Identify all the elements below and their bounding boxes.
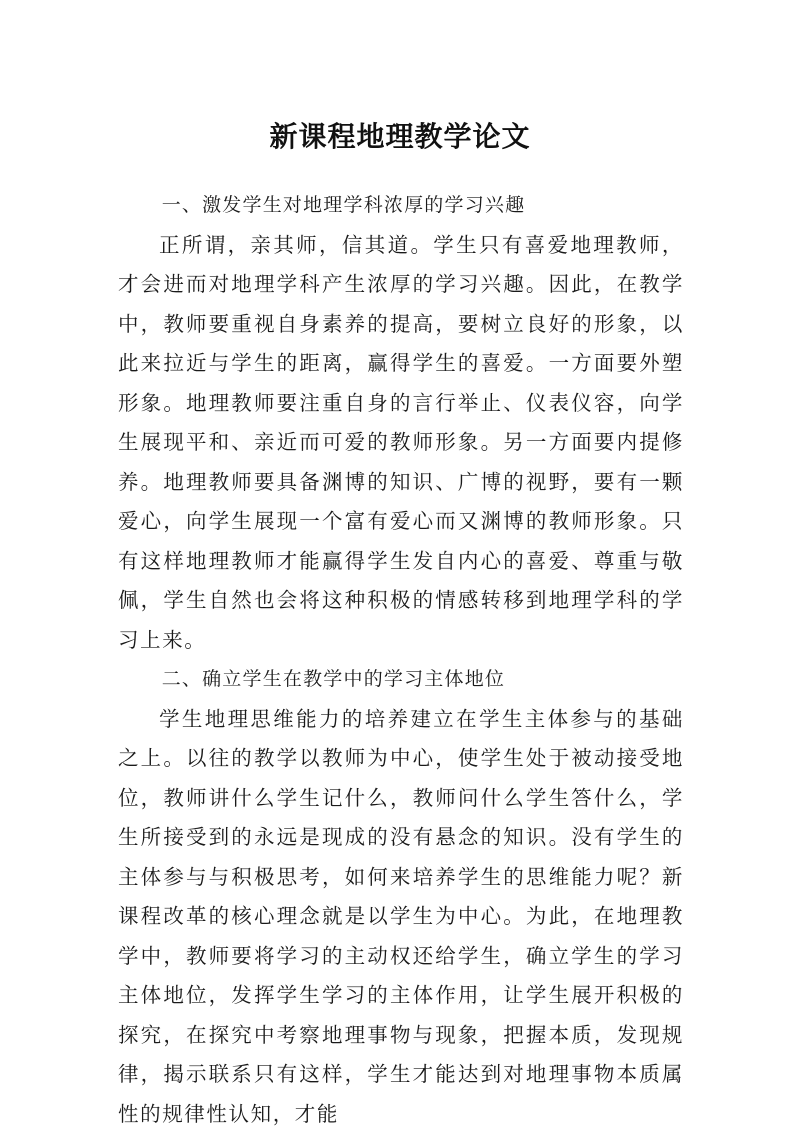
section-paragraph-1: 正所谓，亲其师，信其道。学生只有喜爱地理教师，才会进而对地理学科产生浓厚的学习兴趣。因此，在教学中，教师要重视自身素养的提高，要树立良好的形象，以此来拉近与学生的距离，赢得学生的喜爱。一方面要外塑形象。地理教师要注重自身的言行举止、仪表仪容，向学生展现平和、亲近而可爱的教师形象。另一方面要内提修养。地理教师要具备渊博的知识、广博的视野，要有一颗爱心，向学生展现一个富有爱心而又渊博的教师形象。只有这样地理教师才能赢得学生发自内心的喜爱、尊重与敬佩，学生自然也会将这种积极的情感转移到地理学科的学习上来。 — [118, 226, 684, 661]
section-paragraph-2: 学生地理思维能力的培养建立在学生主体参与的基础之上。以往的教学以教师为中心，使学生处于被动接受地位，教师讲什么学生记什么，教师问什么学生答什么，学生所接受到的永远是现成的没有悬念的知识。没有学生的主体参与与积极思考，如何来培养学生的思维能力呢？新课程改革的核心理念就是以学生为中心。为此，在地理教学中，教师要将学习的主动权还给学生，确立学生的学习主体地位，发挥学生学习的主体作用，让学生展开积极的探究，在探究中考察地理事物与现象，把握本质，发现规律，揭示联系只有这样，学生才能达到对地理事物本质属性的规律性认知，才能 — [118, 700, 684, 1134]
section-heading-2: 二、确立学生在教学中的学习主体地位 — [118, 660, 684, 700]
document-body — [118, 186, 684, 1134]
section-heading-1: 一、激发学生对地理学科浓厚的学习兴趣 — [118, 186, 684, 226]
document-title: 新课程地理教学论文 — [0, 117, 800, 157]
